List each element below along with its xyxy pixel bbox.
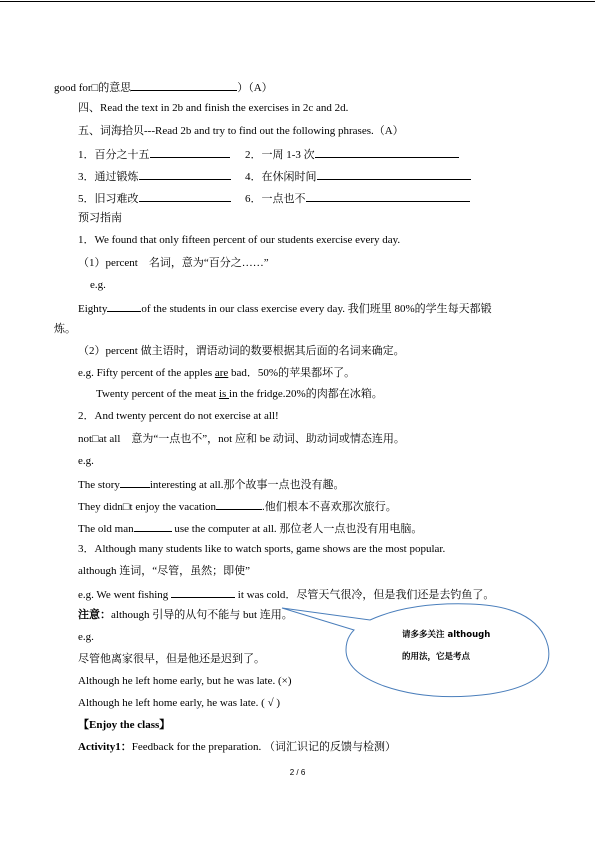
section-four: 四、Read the text in 2b and finish the exercises in 2c and 2d. [78, 102, 349, 114]
answer-blank[interactable] [139, 168, 231, 180]
answer-blank[interactable] [216, 498, 262, 510]
phrase-6: 6．一点也不 [245, 190, 470, 206]
phrase-4: 4．在休闲时间 [245, 168, 471, 184]
preview-guide-heading: 预习指南 [78, 212, 122, 224]
percent-definition: （1）percent 名词，意为“百分之……” [78, 257, 269, 269]
callout-text-2: 的用法，它是考点 [402, 652, 471, 662]
answer-blank[interactable] [317, 168, 471, 180]
although-definition: although 连词，“尽管，虽然；即使” [78, 565, 251, 577]
point-3: 3．Although many students like to watch sports, game shows are the most popular. [78, 543, 446, 555]
point-1: 1．We found that only fifteen percent of our students exercise every day. [78, 234, 401, 246]
example-apples: e.g. Fifty percent of the apples are bad．50%的苹果都坏了。 [78, 367, 356, 379]
enjoy-class-heading: 【Enjoy the class】 [78, 719, 171, 731]
point-2: 2．And twenty percent do not exercise at all! [78, 410, 279, 422]
eg-label: e.g. [90, 279, 106, 291]
example-old-man: The old man use the computer at all. 那位老人一点也没有用电脑。 [78, 520, 422, 536]
answer-blank[interactable] [306, 190, 470, 202]
answer-blank[interactable] [315, 146, 459, 158]
example-wrong: Although he left home early, but he was late. (×) [78, 675, 292, 687]
page-top-border [0, 1, 595, 2]
answer-blank[interactable] [134, 520, 172, 532]
example-meat: Twenty percent of the meat is in the fridge.20%的肉都在冰箱。 [96, 388, 383, 400]
note-although: 注意：although 引导的从句不能与 but 连用。 [78, 609, 293, 621]
answer-blank[interactable] [107, 300, 141, 312]
eg-label: e.g. [78, 631, 94, 643]
example-right: Although he left home early, he was late. ( √ ) [78, 697, 281, 709]
line-good-for: good for□的意思 ）（A） [54, 79, 273, 95]
answer-blank[interactable] [171, 586, 235, 598]
page-number: 2 / 6 [289, 768, 306, 777]
example-eighty: Eighty of the students in our class exercise every day. 我们班里 80%的学生每天都锻 [78, 300, 492, 316]
example-story: The story interesting at all.那个故事一点也没有趣。 [78, 476, 344, 492]
callout-text-1: 请多多关注 although [402, 630, 491, 640]
answer-blank[interactable] [150, 146, 230, 158]
not-at-all-definition: not□at all 意为“一点也不”，not 应和 be 动词、助动词或情态连用。 [78, 433, 405, 445]
example-eighty-cont: 炼。 [54, 323, 76, 335]
phrase-2: 2．一周 1-3 次 [245, 146, 459, 162]
answer-blank[interactable] [131, 79, 237, 91]
answer-blank[interactable] [139, 190, 231, 202]
section-five: 五、词海拾贝---Read 2b and try to find out the following phrases.（A） [78, 125, 404, 137]
phrase-1: 1．百分之十五 [78, 146, 230, 162]
answer-blank[interactable] [120, 476, 150, 488]
activity-1: Activity1：Feedback for the preparation. （词汇识记的反馈与检测） [78, 741, 397, 753]
phrase-5: 5．旧习难改 [78, 190, 231, 206]
percent-subject-rule: （2）percent 做主语时，谓语动词的数要根据其后面的名词来确定。 [78, 345, 405, 357]
example-fishing: e.g. We went fishing it was cold．尽管天气很冷，但是我们还是去钓鱼了。 [78, 586, 494, 602]
example-chinese: 尽管他离家很早，但是他还是迟到了。 [78, 653, 265, 665]
phrase-3: 3．通过锻炼 [78, 168, 231, 184]
eg-label: e.g. [78, 455, 94, 467]
example-vacation: They didn□t enjoy the vacation .他们根本不喜欢那次旅行。 [78, 498, 397, 514]
